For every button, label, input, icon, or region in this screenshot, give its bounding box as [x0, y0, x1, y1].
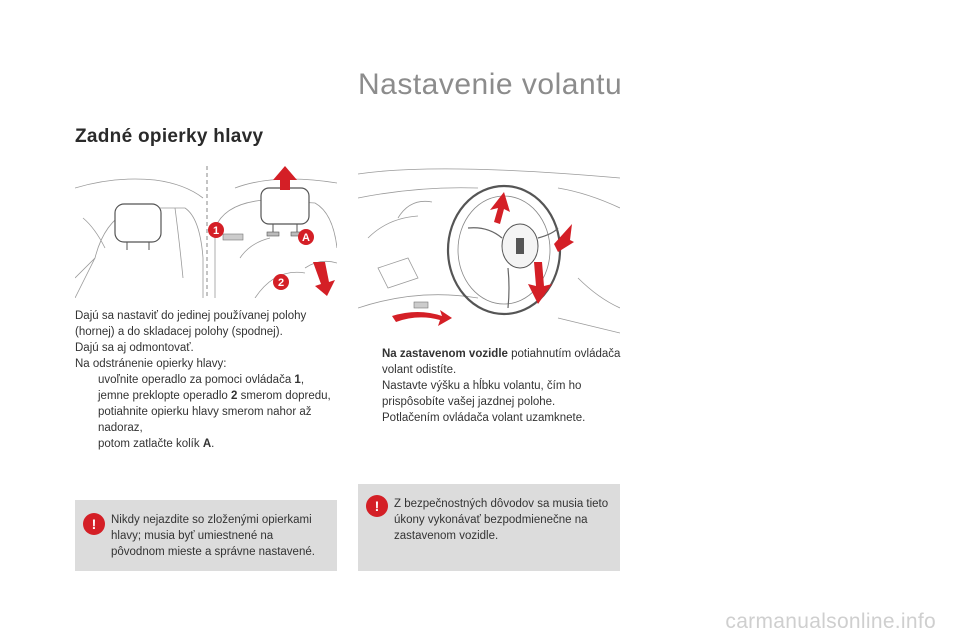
arrow-tilt-icon: [490, 192, 510, 224]
list-item: [359, 410, 621, 426]
list-item-text: uvoľnite operadlo za pomoci ovládača: [98, 374, 295, 386]
steering-drawing: [358, 158, 620, 335]
bullet-icon: [75, 388, 98, 404]
headrest-instructions: [75, 308, 340, 452]
watermark: carmanualsonline.info: [725, 610, 936, 633]
list-item-text: Nastavte výšku a hĺbku volantu, čím ho prispôsobíte vašej jazdnej polohe.: [382, 380, 582, 408]
section-title: Zadné opierky hlavy: [75, 126, 264, 147]
intro-paragraph-2: Dajú sa aj odmontovať.: [75, 342, 194, 354]
list-item-text: ,: [300, 374, 305, 386]
list-item: [75, 372, 340, 388]
control-ref-a: A: [202, 438, 212, 450]
headrest-folded: [115, 204, 161, 242]
list-item-text: jemne preklopte operadlo: [98, 390, 231, 402]
list-item-text: potiahnutím ovládača volant odistíte.: [382, 348, 621, 376]
page-title: Nastavenie volantu: [358, 68, 623, 101]
list-item-text: potiahnite opierku hlavy smerom nahor až nadoraz,: [98, 406, 312, 434]
intro-paragraph-1: Dajú sa nastaviť do jedinej používanej polohy (hornej) a do skladacej polohy (spodnej).: [75, 310, 307, 338]
steering-instructions: [359, 346, 621, 426]
list-item-text: smerom dopredu,: [237, 390, 331, 402]
list-item: [75, 436, 340, 452]
arrow-down-icon: [313, 262, 335, 296]
warning-text: Z bezpečnostných dôvodov sa musia tieto úkony vykonávať bezpodmienečne na zastavenom vozidle.: [394, 498, 609, 542]
arrow-up-icon: [273, 166, 297, 190]
bullet-icon: [75, 436, 98, 452]
arrow-height-icon: [528, 262, 552, 304]
lock-lever: [414, 302, 428, 308]
list-item-emphasis: Na zastavenom vozidle: [382, 348, 508, 360]
control-ref-1: 1: [294, 374, 301, 386]
list-item-text: potom zatlačte kolík: [98, 438, 203, 450]
warning-icon: !: [366, 495, 388, 517]
headrest-raised: [261, 188, 309, 224]
arrow-lever-icon: [392, 310, 452, 326]
callout-1-label: 1: [212, 225, 220, 237]
list-item: [359, 378, 621, 410]
warning-box-steering: [358, 484, 620, 571]
callout-a-label: A: [302, 232, 310, 244]
bullet-icon: [359, 410, 382, 426]
list-item: [359, 346, 621, 378]
bullet-icon: [359, 378, 382, 410]
list-item: [75, 404, 340, 436]
callout-2-label: 2: [277, 277, 285, 289]
warning-text: Nikdy nejazdite so zloženými opierkami hlavy; musia byť umiestnené na pôvodnom mieste a správne nastavené.: [111, 514, 315, 558]
steering-wheel-illustration: [358, 158, 620, 335]
list-item: [75, 388, 340, 404]
headrest-illustration: [75, 158, 337, 298]
brand-logo-icon: [516, 238, 524, 254]
intro-paragraph-3: Na odstránenie opierky hlavy:: [75, 358, 227, 370]
bullet-icon: [359, 346, 382, 378]
headrest-drawing: [75, 158, 337, 298]
bullet-icon: [75, 404, 98, 436]
warning-icon: !: [83, 513, 105, 535]
list-item-text: .: [211, 438, 215, 450]
control-ref-2: 2: [230, 390, 238, 402]
bullet-icon: [75, 372, 98, 388]
list-item-text: Potlačením ovládača volant uzamknete.: [382, 412, 586, 424]
warning-box-headrest: [75, 500, 337, 571]
